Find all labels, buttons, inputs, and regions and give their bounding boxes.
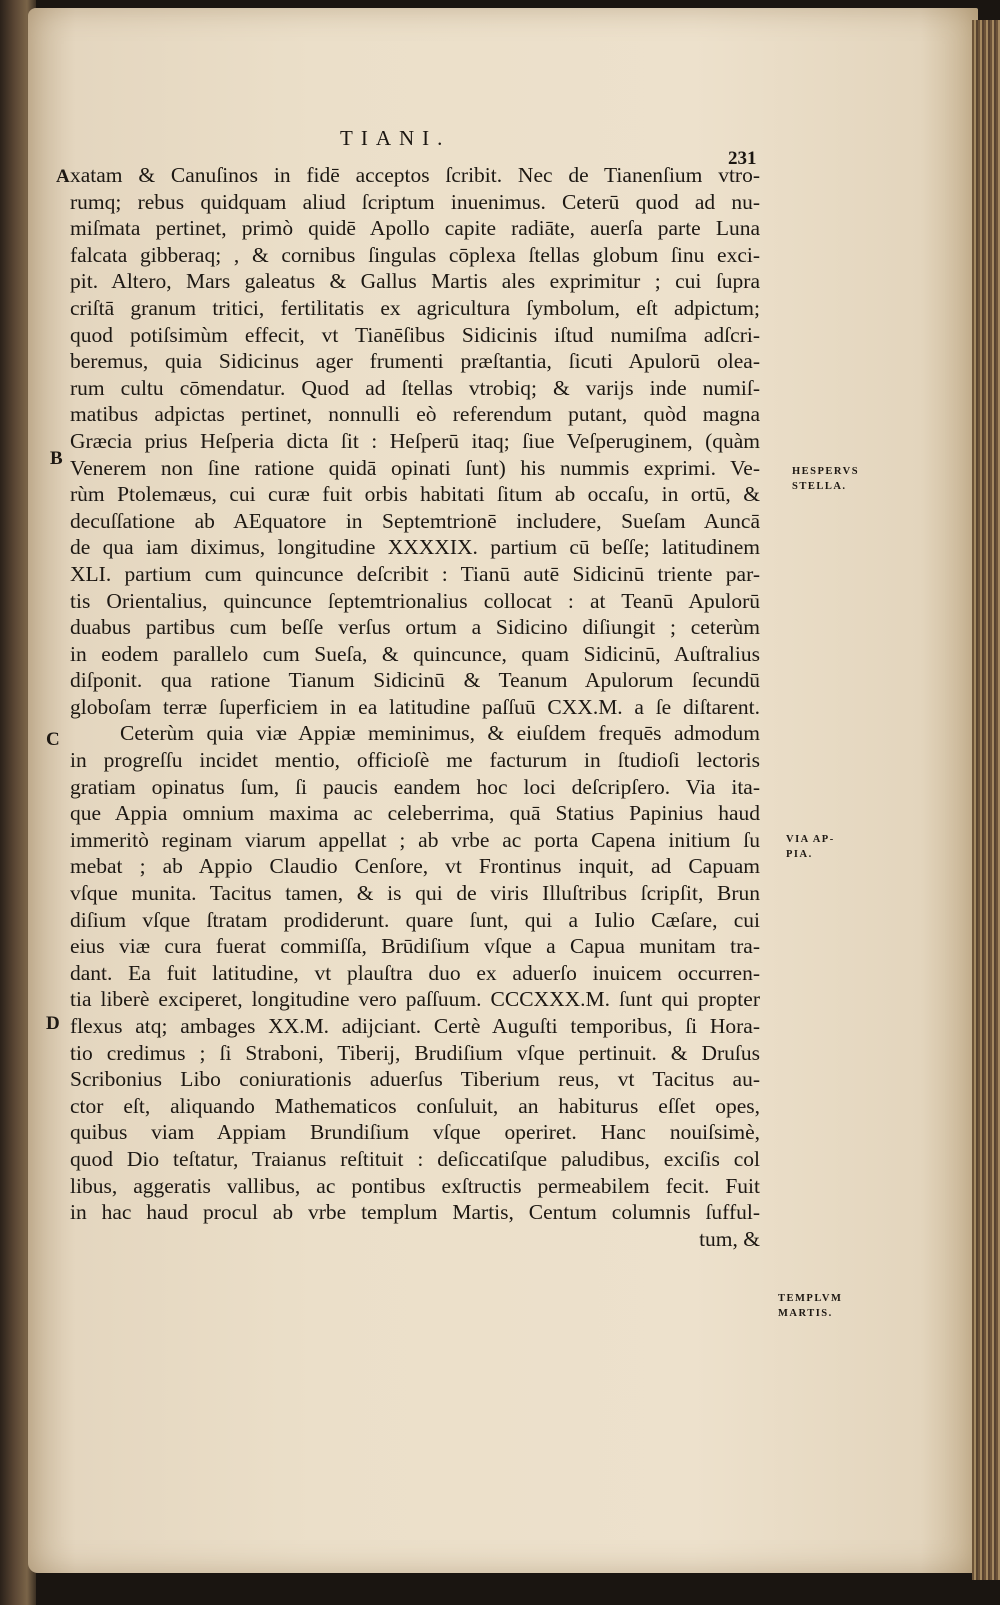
text-line: decuſſatione ab AEquatore in Septemtrionē includere, Sueſam Auncā <box>70 508 760 533</box>
margin-note-hesperus: HESPERVS STELLA. <box>792 466 860 492</box>
text-line-catchword: tum, & <box>699 1226 760 1251</box>
text-line: xatam & Canuſinos in fidē acceptos ſcribit. Nec de Tianenſium vtro- <box>70 163 760 187</box>
text-line: eius viæ cura fuerat commiſſa, Brūdiſium vſque a Capua munitam tra- <box>70 934 760 959</box>
section-letter-b: B <box>50 448 63 469</box>
text-line: miſmata pertinet, primò quidē Apollo capite radiāte, auerſa parte Luna <box>70 216 760 241</box>
text-line: rùm Ptolemæus, cui curæ fuit orbis habitati ſitum ab occaſu, in ortū, & <box>70 482 760 507</box>
text-line: libus, aggeratis vallibus, ac pontibus exſtructis permeabilem fecit. Fuit <box>70 1173 760 1198</box>
section-letter-a: A <box>56 166 70 187</box>
text-line: immeritò reginam viarum appellat ; ab vrbe ac porta Capena initium ſu <box>70 827 760 852</box>
text-line: in progreſſu incidet mentio, officioſè me facturum in ſtudioſi lectoris <box>70 748 760 773</box>
text-line: rumq; rebus quidquam aliud ſcriptum inuenimus. Ceterū quod ad nu- <box>70 189 760 214</box>
text-line: rum cultu cōmendatur. Quod ad ſtellas vtrobiq; & varijs inde numiſ- <box>70 375 760 400</box>
text-line: globoſam terræ ſuperficiem in ea latitudine paſſuū CXX.M. a ſe diſtarent. <box>70 694 760 719</box>
text-line: Scribonius Libo coniurationis aduerſus Tiberium reus, vt Tacitus au- <box>70 1067 760 1092</box>
text-line: criſtā granum tritici, fertilitatis ex agricultura ſymbolum, eſt adpictum; <box>70 295 760 320</box>
text-line: que Appia omnium maxima ac celeberrima, quā Statius Papinius haud <box>70 801 760 826</box>
text-line: duabus partibus cum beſſe verſus ortum a Sidicino diſiungit ; ceterùm <box>70 615 760 640</box>
page-number: 231 <box>728 148 757 169</box>
text-line: falcata gibberaq; , & cornibus ſingulas cōplexa ſtellas globum ſinu exci- <box>70 242 760 267</box>
text-line: Venerem non ſine ratione quidā opinati ſunt) his nummis exprimi. Ve- <box>70 455 760 480</box>
text-line: diſponit. qua ratione Tianum Sidicinū & Teanum Apulorum ſecundū <box>70 668 760 693</box>
text-line: de qua iam diximus, longitudine XXXXIX. partium cū beſſe; latitudinem <box>70 535 760 560</box>
text-line: quibus viam Appiam Brundiſium vſque operiret. Hanc nouiſsimè, <box>70 1120 760 1145</box>
text-line: mebat ; ab Appio Claudio Cenſore, vt Frontinus inquit, ad Capuam <box>70 854 760 879</box>
text-line: in hac haud procul ab vrbe templum Martis, Centum columnis ſufful- <box>70 1200 760 1225</box>
running-title: TIANI. <box>340 126 451 150</box>
text-line: tis Orientalius, quincunce ſeptemtrionalius collocat : at Teanū Apulorū <box>70 588 760 613</box>
text-line: quod potiſsimùm effecit, vt Tianēſibus Sidicinis iſtud numiſma adſcri- <box>70 322 760 347</box>
text-line: in eodem parallelo cum Sueſa, & quincunce, quam Sidicinū, Auſtralius <box>70 641 760 666</box>
text-line: Græcia prius Heſperia dicta ſit : Heſperū itaq; ſiue Veſperuginem, (quàm <box>70 428 760 453</box>
body-text <box>70 162 760 1252</box>
text-line: dant. Ea fuit latitudine, vt plauſtra duo ex aduerſo inuicem occurren- <box>70 960 760 985</box>
text-line: tio credimus ; ſi Straboni, Tiberij, Brudiſium vſque pertinuit. & Druſus <box>70 1040 760 1065</box>
text-line: quod Dio teſtatur, Traianus reſtituit : deſiccatiſque paludibus, exciſis col <box>70 1146 760 1171</box>
text-line: diſium vſque ſtratam prodiderunt. quare ſunt, qui a Iulio Cæſare, cui <box>70 907 760 932</box>
text-line: pit. Altero, Mars galeatus & Gallus Martis ales exprimitur ; cui ſupra <box>70 269 760 294</box>
text-line: beremus, quia Sidicinus ager frumenti præſtantia, ſicuti Apulorū olea- <box>70 349 760 374</box>
text-line: ctor eſt, aliquando Mathematicos conſuluit, an habiturus eſſet opes, <box>70 1093 760 1118</box>
text-line: XLI. partium cum quincunce deſcribit : Tianū autē Sidicinū triente par- <box>70 561 760 586</box>
page-edges <box>972 20 1000 1580</box>
text-line: tia liberè exciperet, longitudine vero paſſuum. CCCXXX.M. ſunt qui propter <box>70 987 760 1012</box>
text-line: matibus adpictas pertinet, nonnulli eò referendum putant, quòd magna <box>70 402 760 427</box>
text-line: Ceterùm quia viæ Appiæ meminimus, & eiuſdem frequēs admodum <box>120 721 760 746</box>
text-line: gratiam opinatus ſum, ſi paucis eandem hoc loci deſcripſero. Via ita- <box>70 774 760 799</box>
section-letter-c: C <box>46 729 60 750</box>
text-line: flexus atq; ambages XX.M. adijciant. Certè Auguſti temporibus, ſi Hora- <box>70 1014 760 1038</box>
text-line: vſque munita. Tacitus tamen, & is qui de viris Illuſtribus ſcripſit, Brun <box>70 881 760 906</box>
margin-note-via-appia: VIA AP- PIA. <box>786 834 835 860</box>
section-letter-d: D <box>46 1013 60 1034</box>
margin-note-templum-martis: TEMPLVM MARTIS. <box>778 1293 843 1319</box>
